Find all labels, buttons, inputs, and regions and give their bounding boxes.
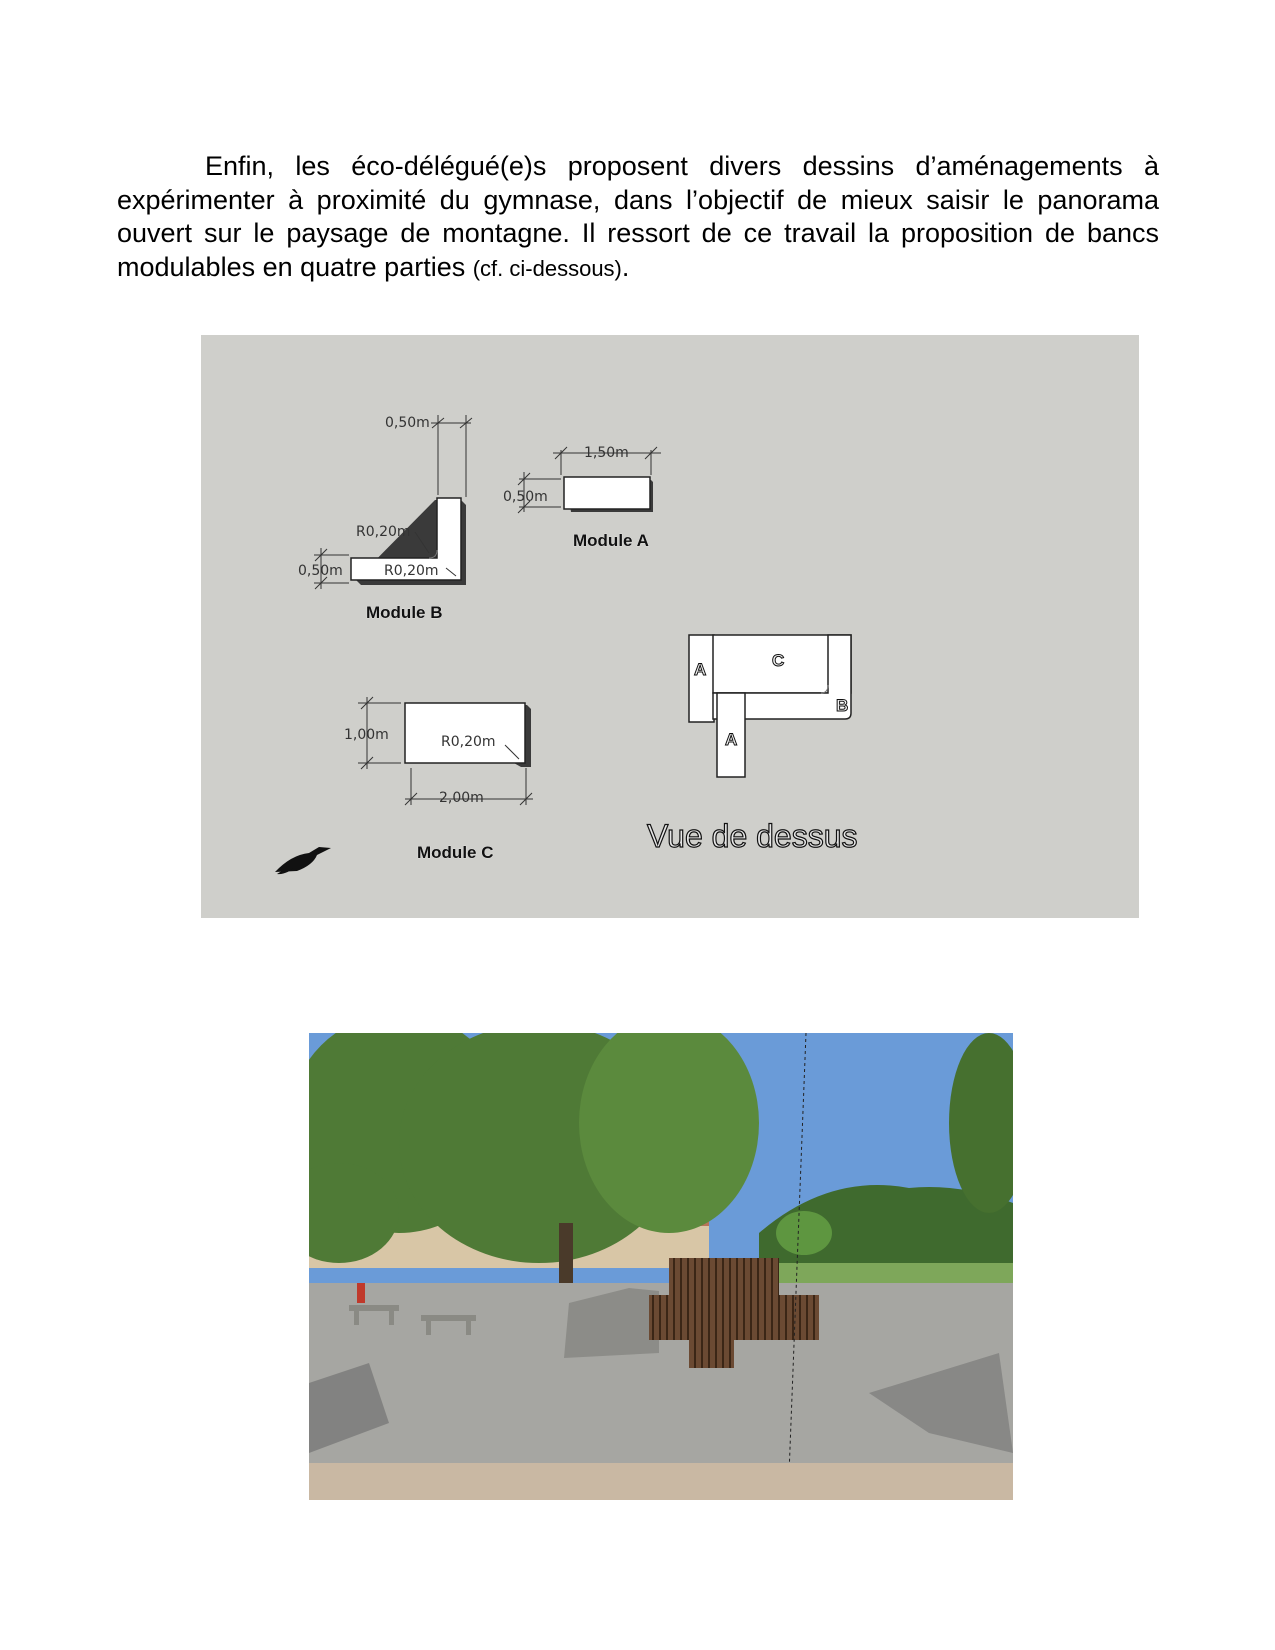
module-b-inner-radius: R0,20m xyxy=(356,524,411,540)
module-c-radius: R0,20m xyxy=(441,734,496,750)
top-view-label-b: B xyxy=(836,696,849,715)
module-a-depth-dim: 0,50m xyxy=(503,489,548,505)
module-a-title: Module A xyxy=(573,531,649,550)
module-b-outer-radius: R0,20m xyxy=(384,563,439,579)
module-c-title: Module C xyxy=(417,843,494,862)
top-view-label-c: C xyxy=(772,651,785,670)
top-view-title: Vue de dessus xyxy=(647,818,858,854)
module-b-title: Module B xyxy=(366,603,443,622)
module-b-depth-dim: 0,50m xyxy=(298,563,343,579)
paragraph-end: . xyxy=(621,251,630,282)
paragraph-lead: Enfin, les éco-délégué(e)s proposent divers dessins d’aménagements à expérimenter à proximité du gymnase, dans l’objectif de mieux saisir le panorama ouvert sur le paysage de montagne. Il ressort de ce travail la proposition de bancs modulables en quatre parties xyxy=(117,151,1159,282)
bench-modules-plan xyxy=(201,335,1139,918)
top-view-label-a2: A xyxy=(725,730,738,749)
top-view-label-a1: A xyxy=(694,660,707,679)
module-a-length-dim: 1,50m xyxy=(584,445,629,461)
module-c-depth-dim: 1,00m xyxy=(344,727,389,743)
paragraph-reference: (cf. ci-dessous) xyxy=(472,255,622,281)
intro-paragraph xyxy=(117,150,1159,285)
module-b-arm-width-dim: 0,50m xyxy=(385,415,430,431)
bench-photomontage xyxy=(309,1033,1013,1500)
module-c-length-dim: 2,00m xyxy=(439,790,484,806)
